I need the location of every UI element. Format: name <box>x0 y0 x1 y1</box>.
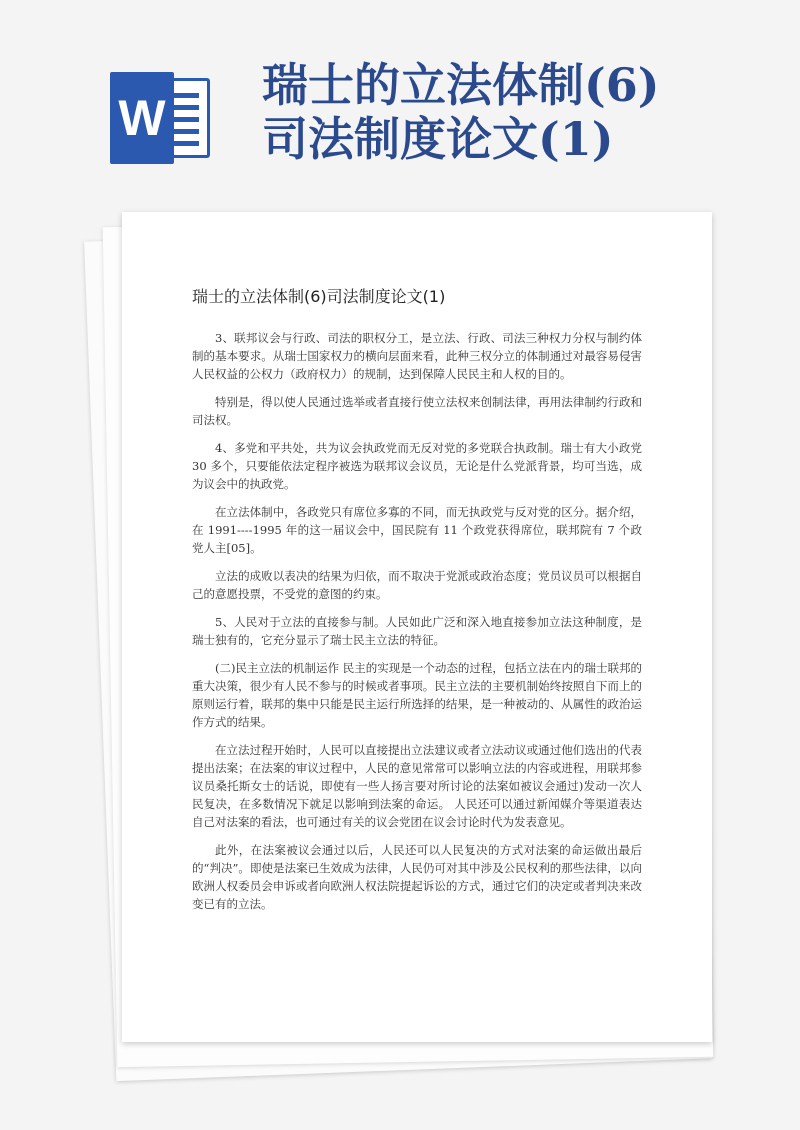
paragraph: 特别是，得以使人民通过选举或者直接行使立法权来创制法律，再用法律制约行政和司法权。 <box>192 395 642 427</box>
paragraph: (二)民主立法的机制运作 民主的实现是一个动态的过程，包括立法在内的瑞士联邦的重大决策，很少有人民不参与的时候或者事项。民主立法的主要机制始终按照自下而上的原则运行着，联邦的集中只能是民主运行所选择的结果，是一种被动的、从属性的政治运作方式的结果。 <box>192 661 642 729</box>
main-title <box>262 58 782 166</box>
document-body <box>192 329 642 923</box>
word-document-icon <box>110 72 214 164</box>
paragraph: 在立法过程开始时，人民可以直接提出立法建议或者立法动议或通过他们选出的代表提出法案；在法案的审议过程中，人民的意见常常可以影响立法的内容或进程，用联邦参议员桑托斯女士的话说，即使有一些人扬言要对所讨论的法案如被议会通过)发动一次人民复决，在多数情况下就足以影响到法案的命运。 人民还可以通过新闻媒介等渠道表达自己对法案的看法，也可通过有关的议会党团在议会讨论时代为发表意见。 <box>192 743 642 829</box>
paragraph: 4、多党和平共处，共为议会执政党而无反对党的多党联合执政制。瑞士有大小政党 30 多个，只要能依法定程序被选为联邦议会议员，无论是什么党派背景，均可当选，成为议会中的执政党。 <box>192 441 642 491</box>
paragraph: 此外，在法案被议会通过以后，人民还可以人民复决的方式对法案的命运做出最后的“判决”。即使是法案已生效成为法律，人民仍可对其中涉及公民权利的那些法律，以向欧洲人权委员会申诉或者向欧洲人权法院提起诉讼的方式，通过它们的决定或者判决来改变已有的立法。 <box>192 843 642 911</box>
main-title-line-1: 瑞士的立法体制(6) <box>262 58 660 112</box>
main-title-line-2: 司法制度论文(1) <box>262 112 614 166</box>
document-title: 瑞士的立法体制(6)司法制度论文(1) <box>192 287 446 306</box>
word-w-badge: W <box>110 72 174 164</box>
paragraph: 3、联邦议会与行政、司法的职权分工，是立法、行政、司法三种权力分权与制约体制的基本要求。从瑞士国家权力的横向层面来看，此种三权分立的体制通过对最容易侵害人民权益的公权力（政府权力）的规制，达到保障人民民主和人权的目的。 <box>192 331 642 381</box>
paragraph: 5、人民对于立法的直接参与制。人民如此广泛和深入地直接参加立法这种制度，是瑞士独有的，它充分显示了瑞士民主立法的特征。 <box>192 615 642 647</box>
paragraph: 立法的成败以表决的结果为归依，而不取决于党派或政治态度；党员议员可以根据自己的意愿投票，不受党的意图的约束。 <box>192 569 642 601</box>
paragraph: 在立法体制中，各政党只有席位多寡的不同，而无执政党与反对党的区分。据介绍，在 1991----1995 年的这一届议会中，国民院有 11 个政党获得席位，联邦院有 7 个政党人主[05]。 <box>192 505 642 555</box>
document-page <box>122 212 712 1042</box>
page-header <box>0 0 800 200</box>
